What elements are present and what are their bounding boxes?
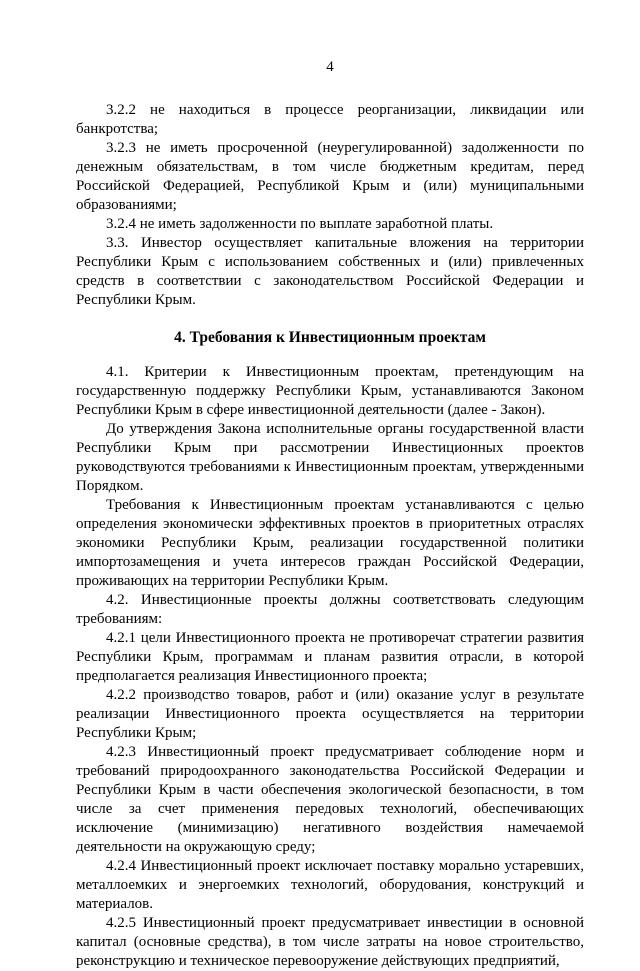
paragraph-4-2-4: 4.2.4 Инвестиционный проект исключает поставку морально устаревших, металлоемких и энергоемких технологий, оборудования, конструкций и материалов. (76, 858, 584, 912)
paragraph-requirements-purpose: Требования к Инвестиционным проектам устанавливаются с целью определения экономически эффективных проектов в приоритетных отраслях экономики Республики Крым, реализации государственной политики импортозамещения и учета интересов граждан Российской Федерации, проживающих на территории Республики Крым. (76, 497, 584, 589)
section-4-body (76, 363, 584, 971)
paragraph-3-3: 3.3. Инвестор осуществляет капитальные вложения на территории Республики Крым с использованием собственных и (или) привлеченных средств в соответствии с законодательством Российской Федерации и Республики Крым. (76, 235, 584, 308)
paragraph-3-2-2: 3.2.2 не находиться в процессе реорганизации, ликвидации или банкротства; (76, 102, 584, 137)
paragraph-4-2-1: 4.2.1 цели Инвестиционного проекта не противоречат стратегии развития Республики Крым, программам и планам развития отрасли, в которой предполагается реализация Инвестиционного проекта; (76, 630, 584, 684)
paragraph-4-2-5: 4.2.5 Инвестиционный проект предусматривает инвестиции в основной капитал (основные средства), в том числе затраты на новое строительство, реконструкцию и техническое перевооружение действующих предприятий, (76, 915, 584, 969)
paragraph-4-2: 4.2. Инвестиционные проекты должны соответствовать следующим требованиям: (76, 592, 584, 627)
page-number: 4 (326, 59, 334, 75)
paragraph-3-2-3: 3.2.3 не иметь просроченной (неурегулированной) задолженности по денежным обязательствам, в том числе бюджетным кредитам, перед Российской Федерацией, Республикой Крым и (или) муниципальными образованиями; (76, 140, 584, 213)
paragraph-4-2-3: 4.2.3 Инвестиционный проект предусматривает соблюдение норм и требований природоохранного законодательства Российской Федерации и Республики Крым в части обеспечения экологической безопасности, в том числе за счет применения передовых технологий, обеспечивающих исключение (минимизацию) негативного воздействия намечаемой деятельности на окружающую среду; (76, 744, 584, 855)
paragraph-4-1: 4.1. Критерии к Инвестиционным проектам, претендующим на государственную поддержку Республики Крым, устанавливаются Законом Республики Крым в сфере инвестиционной деятельности (далее - Закон). (76, 364, 584, 418)
paragraph-before-law: До утверждения Закона исполнительные органы государственной власти Республики Крым при рассмотрении Инвестиционных проектов руководствуются требованиями к Инвестиционным проектам, утвержденными Порядком. (76, 421, 584, 494)
paragraph-3-2-4: 3.2.4 не иметь задолженности по выплате заработной платы. (106, 216, 494, 232)
section-4-heading: 4. Требования к Инвестиционным проектам (174, 329, 486, 346)
paragraph-4-2-2: 4.2.2 производство товаров, работ и (или) оказание услуг в результате реализации Инвестиционного проекта осуществляется на территории Республики Крым; (76, 687, 584, 741)
section-3-continuation (76, 101, 584, 310)
